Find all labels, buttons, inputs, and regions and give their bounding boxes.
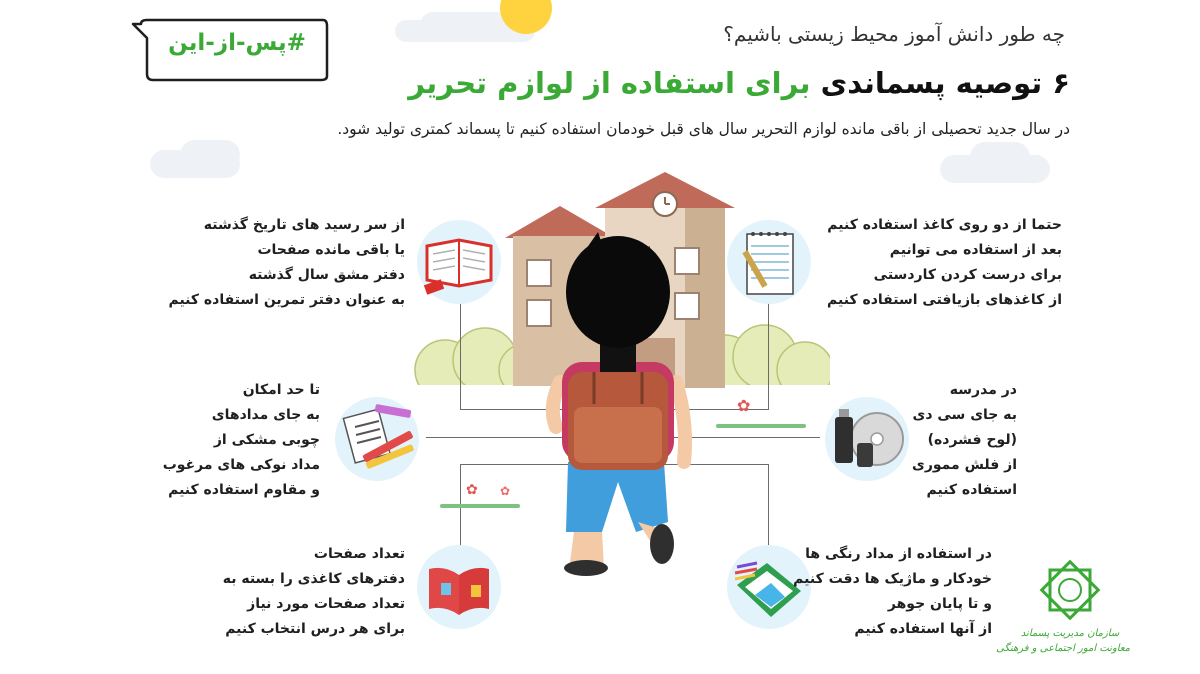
tip-line: بعد از استفاده می توانیم bbox=[889, 242, 1062, 258]
notepad-icon bbox=[727, 220, 811, 304]
flower-icon: ✿ bbox=[737, 396, 751, 415]
tip-line: از فلش مموری bbox=[912, 457, 1017, 473]
tip-left-top bbox=[168, 213, 405, 313]
flash-drive-icon-circle bbox=[825, 397, 909, 481]
tip-line: از آنها استفاده کنیم bbox=[854, 621, 992, 637]
organization-logo bbox=[996, 560, 1130, 670]
tip-line: (لوح فشرده) bbox=[927, 432, 1017, 448]
tip-line: استفاده کنیم bbox=[926, 482, 1017, 498]
tip-line: برای هر درس انتخاب کنیم bbox=[225, 621, 405, 637]
flower-icon: ✿ bbox=[500, 484, 511, 498]
tip-line: از سر رسید های تاریخ گذشته bbox=[203, 217, 405, 233]
hashtag-label: #پس-از-این bbox=[168, 30, 306, 56]
tip-line: تا حد امکان bbox=[242, 382, 320, 398]
student-figure bbox=[538, 232, 698, 582]
tip-line: حتما از دو روی کاغذ استفاده کنیم bbox=[827, 217, 1062, 233]
tip-line: در مدرسه bbox=[949, 382, 1017, 398]
flash-drive-cd-icon bbox=[825, 397, 909, 481]
subtitle: در سال جدید تحصیلی از باقی مانده لوازم التحریر سال های قبل خودمان استفاده کنیم تا پسماند کمتری تولید شود. bbox=[337, 120, 1070, 138]
title-part1: توصیه پسماندی bbox=[820, 66, 1043, 100]
tip-line: تعداد صفحات مورد نیاز bbox=[247, 596, 405, 612]
tip-line: و تا پایان جوهر bbox=[887, 596, 992, 612]
pencil-icon bbox=[335, 397, 419, 481]
tip-line: و مقاوم استفاده کنیم bbox=[168, 482, 320, 498]
open-notebook-icon bbox=[417, 220, 501, 304]
flower-icon: ✿ bbox=[466, 482, 478, 498]
tip-line: به جای سی دی bbox=[912, 407, 1017, 423]
tip-line: خودکار و ماژیک ها دقت کنیم bbox=[793, 571, 992, 587]
logo-line1: سازمان مدیریت پسماند bbox=[1020, 628, 1120, 639]
tip-left-bottom bbox=[223, 542, 405, 642]
question-heading: چه طور دانش آموز محیط زیستی باشیم؟ bbox=[723, 22, 1065, 46]
tip-line: چوبی مشکی از bbox=[213, 432, 320, 448]
cloud-decoration bbox=[180, 140, 240, 170]
grass-decoration bbox=[716, 424, 806, 428]
tip-line: در استفاده از مداد رنگی ها bbox=[805, 546, 992, 562]
tip-right-top bbox=[827, 213, 1062, 313]
tip-line: برای درست کردن کاردستی bbox=[873, 267, 1062, 283]
tip-line: مداد نوکی های مرغوب bbox=[162, 457, 320, 473]
student-icon bbox=[538, 232, 698, 582]
tip-line: تعداد صفحات bbox=[313, 546, 405, 562]
cloud-decoration bbox=[970, 142, 1030, 172]
tip-line: از کاغذهای بازیافتی استفاده کنیم bbox=[827, 292, 1062, 308]
book-icon-circle bbox=[417, 545, 501, 629]
tip-left-mid bbox=[163, 378, 320, 503]
pencil-icon-circle bbox=[335, 397, 419, 481]
tip-line: دفترهای کاغذی را بسته به bbox=[222, 571, 405, 587]
notebook-icon-circle bbox=[417, 220, 501, 304]
tip-line: به عنوان دفتر تمرین استفاده کنیم bbox=[168, 292, 405, 308]
logo-line2: معاونت امور اجتماعی و فرهنگی bbox=[996, 643, 1130, 654]
title-number: ۶ bbox=[1052, 66, 1070, 100]
tip-right-mid bbox=[912, 378, 1017, 503]
red-book-icon bbox=[417, 545, 501, 629]
notepad-icon-circle bbox=[727, 220, 811, 304]
tip-line: به جای مدادهای bbox=[211, 407, 320, 423]
tip-right-bottom bbox=[793, 542, 992, 642]
grass-decoration bbox=[440, 504, 520, 508]
tip-line: دفتر مشق سال گذشته bbox=[248, 267, 405, 283]
logo-emblem-icon bbox=[1010, 560, 1130, 620]
page-title bbox=[408, 66, 1070, 100]
title-part2: برای استفاده از لوازم تحریر bbox=[408, 66, 811, 100]
tip-line: یا باقی مانده صفحات bbox=[257, 242, 405, 258]
hashtag-bubble bbox=[127, 16, 331, 86]
